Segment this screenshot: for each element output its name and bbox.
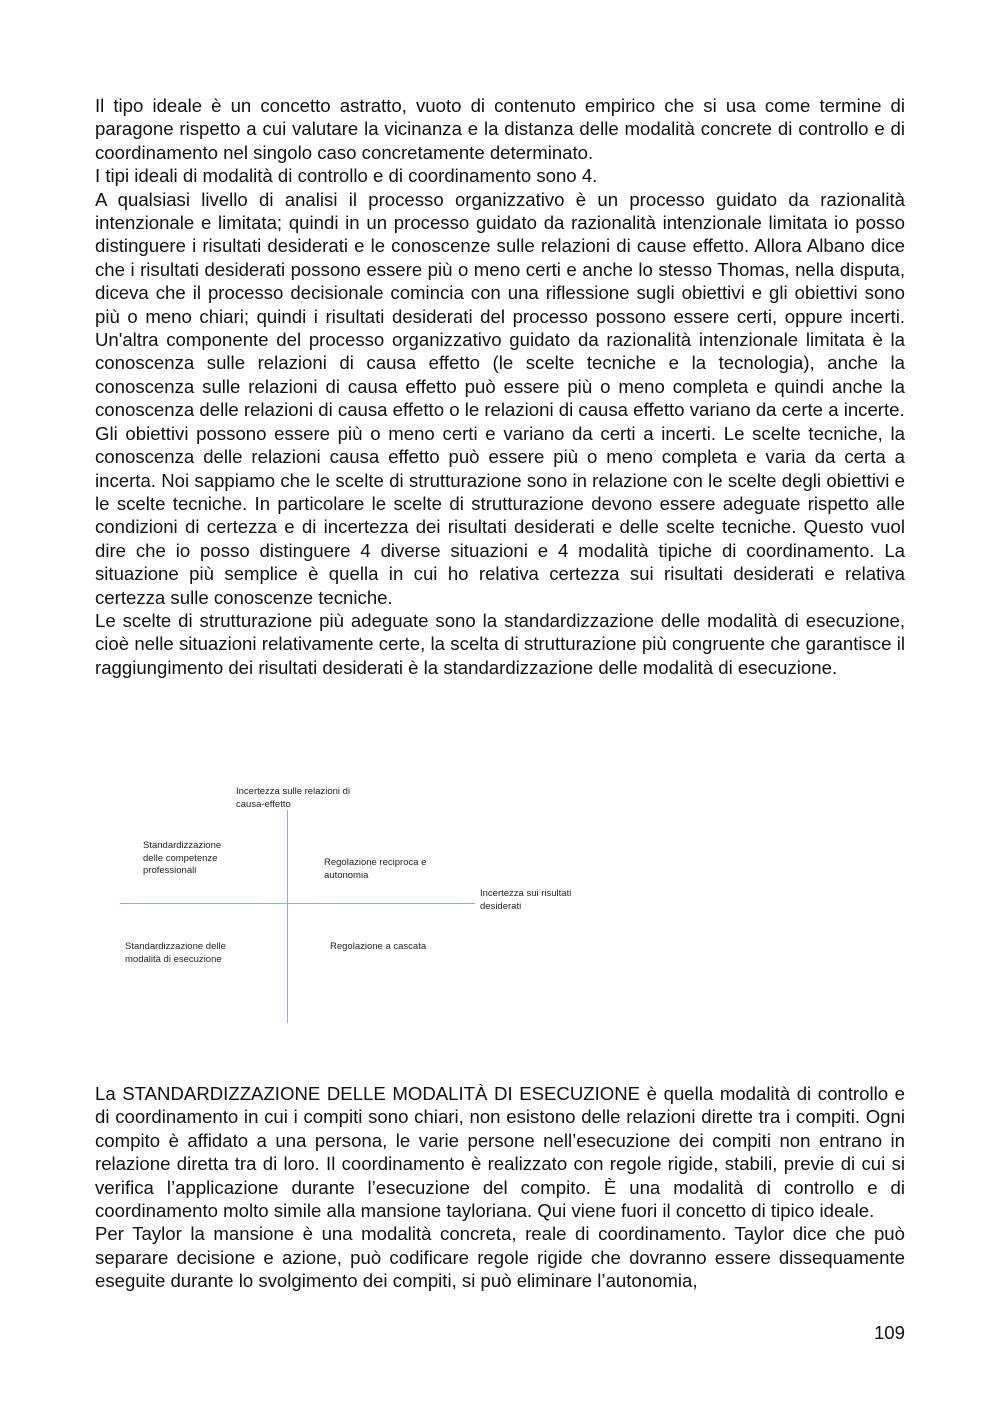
paragraph: Il tipo ideale è un concetto astratto, vuoto di contenuto empirico che si usa come termine di paragone rispetto a cui valutare la vicinanza e la distanza delle modalità concrete di controllo e di coordinamento nel singolo caso concretamente determinato. — [95, 95, 905, 163]
paragraph: A qualsiasi livello di analisi il processo organizzativo è un processo guidato da razionalità intenzionale e limitata; quindi in un processo guidato da razionalità intenzionale limitata io posso distinguere i risultati desiderati e le conoscenze sulle relazioni di cause effetto. Allora Albano dice che i risultati desiderati possono essere più o meno certi e anche lo stesso Thomas, nella disputa, diceva che il processo decisionale comincia con una riflessione sugli obiettivi e gli obiettivi sono più o meno chiari; quindi i risultati desiderati del processo possono essere certi, oppure incerti. Un'altra componente del processo organizzativo guidato da razionalità intenzionale limitata è la conoscenza sulle relazioni di causa effetto (le scelte tecniche e la tecnologia), anche la conoscenza sulle relazioni di causa effetto può essere più o meno completa e quindi anche la conoscenza delle relazioni di causa effetto o le relazioni di causa effetto variano da certe a incerte. — [95, 188, 905, 421]
page-number: 109 — [873, 1322, 905, 1343]
bottom-text-section — [95, 1082, 905, 1293]
coordination-matrix-diagram — [0, 770, 1000, 1040]
horizontal-axis — [120, 903, 475, 904]
quadrant-top-right-label: Regolazione reciproca e autonomia — [324, 857, 427, 881]
vertical-axis — [287, 810, 288, 1023]
quadrant-bottom-left-label: Standardizzazione delle modalità di esecuzione — [125, 941, 226, 965]
quadrant-top-left-label: Standardizzazione delle competenze professionali — [143, 840, 222, 876]
x-axis-label: Incertezza sui risultati desiderati — [480, 888, 572, 912]
y-axis-label: Incertezza sulle relazioni di causa-effetto — [236, 786, 351, 810]
quadrant-bottom-right-label: Regolazione a cascata — [330, 941, 427, 952]
paragraph: Le scelte di strutturazione più adeguate sono la standardizzazione delle modalità di esecuzione, cioè nelle situazioni relativamente certe, la scelta di strutturazione più congruente che garantisce il raggiungimento dei risultati desiderati è la standardizzazione delle modalità di esecuzione. — [95, 609, 905, 678]
paragraph: Per Taylor la mansione è una modalità concreta, reale di coordinamento. Taylor dice che può separare decisione e azione, può codificare regole rigide che dovranno essere dissequamente eseguite durante lo svolgimento dei compiti, si può eliminare l’autonomia, — [95, 1223, 905, 1292]
top-text-section — [95, 94, 905, 679]
paragraph: Gli obiettivi possono essere più o meno certi e variano da certi a incerti. Le scelte tecniche, la conoscenza delle relazioni causa effetto può essere più o meno completa e varia da certa a incerta. Noi sappiamo che le scelte di strutturazione sono in relazione con le scelte degli obiettivi e le scelte tecniche. In particolare le scelte di strutturazione devono essere adeguate rispetto alle condizioni di certezza e di incertezza dei risultati desiderati e delle scelte tecniche. Questo vuol dire che io posso distinguere 4 diverse situazioni e 4 modalità tipiche di coordinamento. La situazione più semplice è quella in cui ho relativa certezza sui risultati desiderati e relativa certezza sulle conoscenze tecniche. — [95, 422, 905, 608]
paragraph: I tipi ideali di modalità di controllo e di coordinamento sono 4. — [95, 165, 598, 187]
paragraph: La STANDARDIZZAZIONE DELLE MODALITÀ DI ESECUZIONE è quella modalità di controllo e di coordinamento in cui i compiti sono chiari, non esistono delle relazioni dirette tra i compiti. Ogni compito è affidato a una persona, le varie persone nell’esecuzione dei compiti non entrano in relazione diretta tra di loro. Il coordinamento è realizzato con regole rigide, stabili, previe di cui si verifica l’applicazione durante l’esecuzione del compito. È una modalità di controllo e di coordinamento molto simile alla mansione tayloriana. Qui viene fuori il concetto di tipico ideale. — [95, 1083, 905, 1222]
